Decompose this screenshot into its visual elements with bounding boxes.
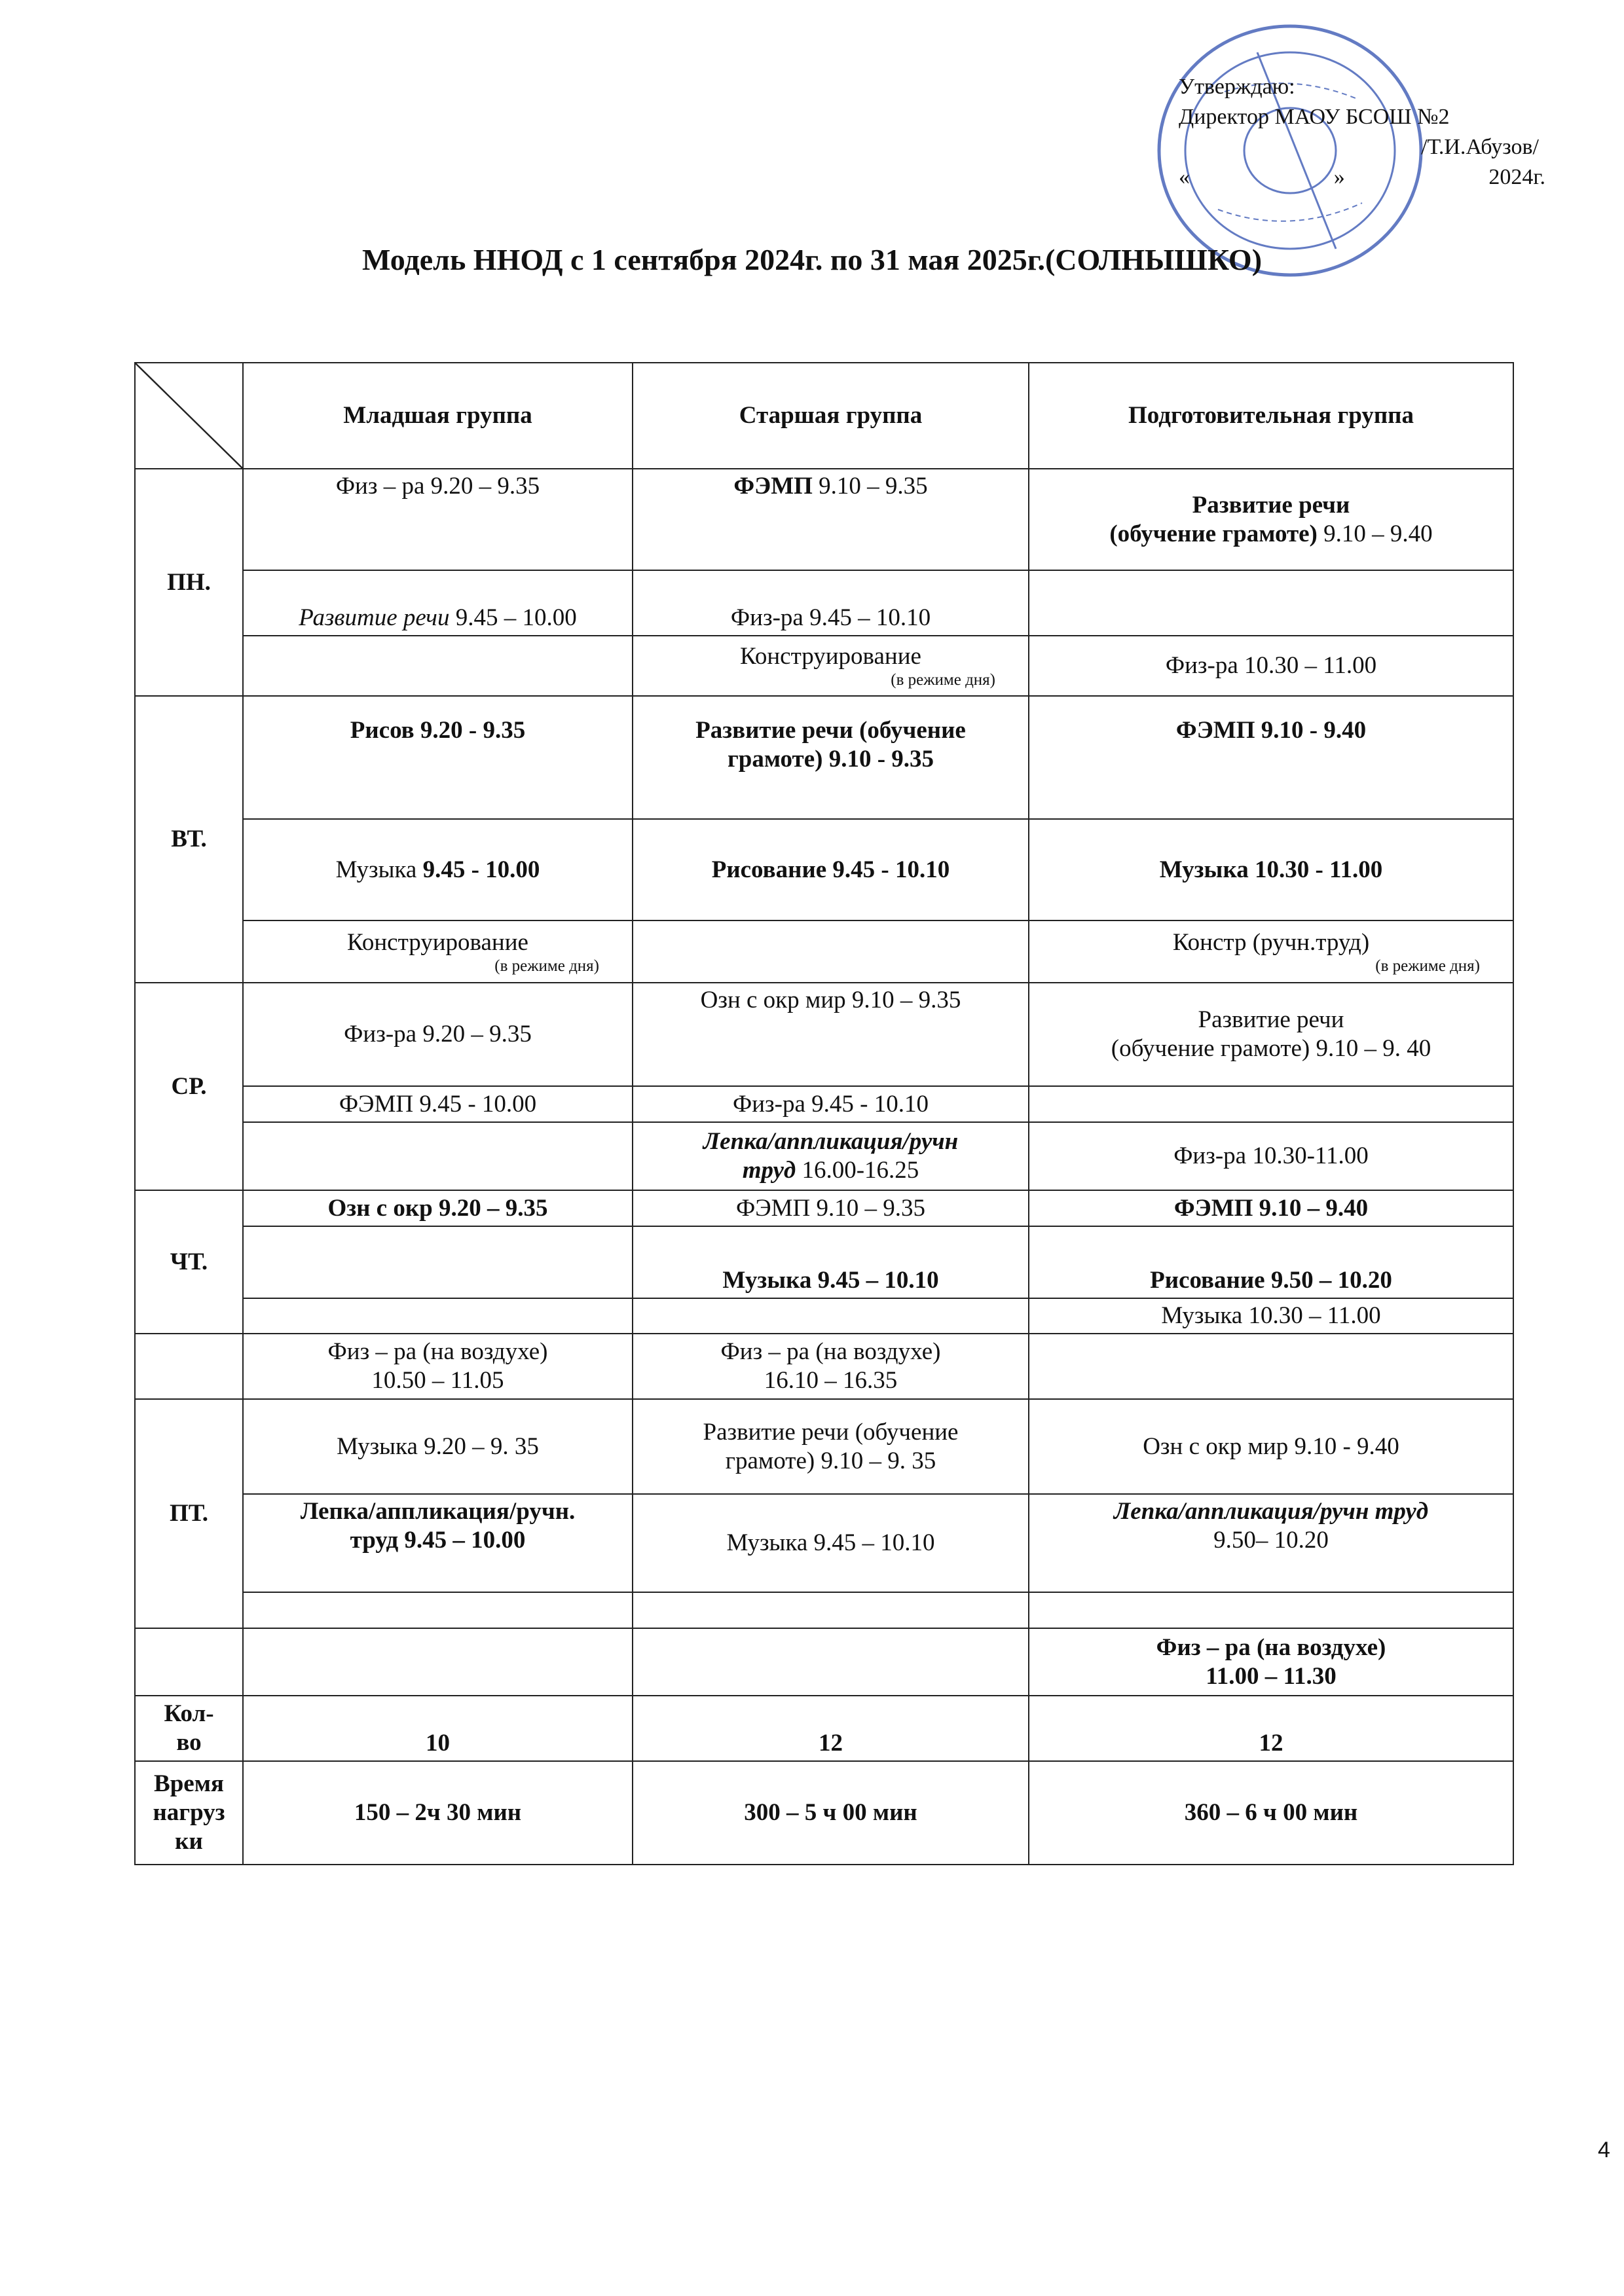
table-row — [135, 1226, 1513, 1298]
thu-prep-2: Рисование 9.50 – 10.20 — [1029, 1226, 1513, 1298]
line: труд 9.45 – 10.00 — [350, 1527, 526, 1554]
fri-senior-1 — [633, 1399, 1029, 1494]
day-wednesday: СР. — [135, 983, 243, 1190]
load-row — [135, 1761, 1513, 1865]
subject: (обучение грамоте) — [1109, 520, 1318, 547]
line — [640, 1156, 1022, 1185]
time: 9.45 - 10.00 — [422, 856, 540, 883]
tue-senior-1 — [633, 696, 1029, 819]
thu-junior-4 — [243, 1334, 633, 1399]
tue-senior-2: Рисование 9.45 - 10.10 — [633, 819, 1029, 920]
tue-prep-2: Музыка 10.30 - 11.00 — [1029, 819, 1513, 920]
line: Развитие речи (обучение — [695, 717, 966, 744]
fri-prep-1: Озн с окр мир 9.10 - 9.40 — [1029, 1399, 1513, 1494]
table-row — [135, 1628, 1513, 1696]
wed-junior-1: Физ-ра 9.20 – 9.35 — [243, 983, 633, 1086]
line: Физ – ра (на воздухе) — [1156, 1633, 1386, 1661]
mon-senior-1 — [633, 469, 1029, 570]
wed-prep-3: Физ-ра 10.30-11.00 — [1029, 1122, 1513, 1190]
tue-prep-1: ФЭМП 9.10 - 9.40 — [1029, 696, 1513, 819]
line: Констр (ручн.труд) — [1172, 928, 1370, 956]
tue-senior-3 — [633, 920, 1029, 983]
count-prep: 12 — [1029, 1696, 1513, 1761]
thu-prep-3: Музыка 10.30 – 11.00 — [1029, 1298, 1513, 1334]
date-year: 2024г. — [1488, 165, 1545, 189]
fri-junior-3 — [243, 1592, 633, 1628]
date-quote-mid: » — [1333, 165, 1345, 189]
thu-senior-2: Музыка 9.45 – 10.10 — [633, 1226, 1029, 1298]
note: (в режиме дня) — [891, 671, 995, 689]
wed-junior-3 — [243, 1122, 633, 1190]
header-preparatory-group: Подготовительная группа — [1029, 363, 1513, 469]
date-quote-open: « — [1179, 165, 1190, 189]
table-row — [135, 570, 1513, 636]
line: ки — [175, 1828, 203, 1855]
mon-prep-2 — [1029, 570, 1513, 636]
table-row — [135, 1122, 1513, 1190]
line: Время — [154, 1770, 224, 1797]
thu-junior-1: Озн с окр 9.20 – 9.35 — [243, 1190, 633, 1226]
table-row — [135, 1494, 1513, 1592]
wed-senior-3 — [633, 1122, 1029, 1190]
line: 9.50– 10.20 — [1213, 1527, 1329, 1554]
tue-junior-1: Рисов 9.20 - 9.35 — [243, 696, 633, 819]
mon-junior-3 — [243, 636, 633, 696]
fri-senior-2: Музыка 9.45 – 10.10 — [633, 1494, 1029, 1592]
table-row — [135, 983, 1513, 1086]
wed-senior-1: Озн с окр мир 9.10 – 9.35 — [633, 983, 1029, 1086]
approval-line-director: Директор МАОУ БСОШ №2 — [1179, 105, 1450, 129]
header-junior-group: Младшая группа — [243, 363, 633, 469]
time: 16.00-16.25 — [802, 1157, 919, 1184]
corner-diagonal-cell — [135, 363, 243, 469]
mon-senior-2: Физ-ра 9.45 – 10.10 — [633, 570, 1029, 636]
line: нагруз — [153, 1799, 225, 1826]
line: 10.50 – 11.05 — [371, 1367, 504, 1394]
subject: Развитие речи — [299, 604, 450, 631]
line: Физ – ра (на воздухе) — [327, 1338, 548, 1365]
header-senior-group: Старшая группа — [633, 363, 1029, 469]
line: Кол- — [164, 1700, 214, 1727]
day-monday: ПН. — [135, 469, 243, 696]
thu-senior-3 — [633, 1298, 1029, 1334]
subject: труд — [742, 1157, 796, 1184]
table-row — [135, 1190, 1513, 1226]
wed-junior-2: ФЭМП 9.45 - 10.00 — [243, 1086, 633, 1122]
fri-prep-4 — [1029, 1628, 1513, 1696]
line: (обучение грамоте) 9.10 – 9. 40 — [1111, 1035, 1431, 1062]
table-row — [135, 1592, 1513, 1628]
header-row — [135, 363, 1513, 469]
mon-senior-3 — [633, 636, 1029, 696]
note: (в режиме дня) — [1375, 957, 1480, 975]
subject: Музыка — [335, 856, 417, 883]
line: Развитие речи (обучение — [703, 1418, 959, 1446]
thu-junior-2 — [243, 1226, 633, 1298]
thu-junior-3 — [243, 1298, 633, 1334]
page-number: 4 — [1598, 2138, 1610, 2162]
line: во — [176, 1729, 202, 1756]
fri-junior-1 — [243, 1399, 633, 1494]
line: грамоте) 9.10 - 9.35 — [727, 746, 934, 773]
count-senior: 12 — [633, 1696, 1029, 1761]
time: 9.10 – 9.40 — [1323, 520, 1433, 547]
approval-line-name: /Т.И.Абузов/ — [1421, 135, 1539, 159]
approval-line-approve: Утверждаю: — [1179, 75, 1295, 99]
tue-prep-3 — [1029, 920, 1513, 983]
note: (в режиме дня) — [494, 957, 599, 975]
mon-junior-1: Физ – ра 9.20 – 9.35 — [243, 469, 633, 570]
line: Конструирование — [347, 928, 528, 956]
table-row — [135, 1399, 1513, 1494]
line: Лепка/аппликация/ручн. — [300, 1498, 576, 1525]
line: 16.10 – 16.35 — [764, 1367, 898, 1394]
line: Развитие речи — [1198, 1006, 1344, 1033]
line: 11.00 – 11.30 — [1206, 1662, 1337, 1690]
thu-day-blank — [135, 1334, 243, 1399]
fri-senior-4 — [633, 1628, 1029, 1696]
subject: ФЭМП — [733, 473, 813, 500]
line: Физ – ра (на воздухе) — [720, 1338, 941, 1365]
time: 9.45 – 10.00 — [455, 604, 577, 631]
load-label — [135, 1761, 243, 1865]
schedule-table — [134, 362, 1514, 1865]
load-junior: 150 – 2ч 30 мин — [243, 1761, 633, 1865]
tue-junior-2 — [243, 819, 633, 920]
thu-senior-4 — [633, 1334, 1029, 1399]
table-row — [135, 1086, 1513, 1122]
table-row — [135, 696, 1513, 819]
line: Лепка/аппликация/ручн — [703, 1128, 959, 1155]
mon-prep-1 — [1029, 469, 1513, 570]
wed-senior-2: Физ-ра 9.45 - 10.10 — [633, 1086, 1029, 1122]
table-row — [135, 819, 1513, 920]
wed-prep-1 — [1029, 983, 1513, 1086]
table-row — [135, 1298, 1513, 1334]
table-row — [135, 1334, 1513, 1399]
line: Развитие речи — [1192, 491, 1350, 519]
time: 9.10 – 9.35 — [819, 473, 928, 500]
approval-block — [1179, 72, 1545, 192]
line: Лепка/аппликация/ручн труд — [1113, 1498, 1429, 1525]
wed-prep-2 — [1029, 1086, 1513, 1122]
table-row — [135, 469, 1513, 570]
load-prep: 360 – 6 ч 00 мин — [1029, 1761, 1513, 1865]
day-thursday: ЧТ. — [135, 1190, 243, 1334]
count-junior: 10 — [243, 1696, 633, 1761]
tue-junior-3 — [243, 920, 633, 983]
diagonal-line — [136, 363, 242, 468]
count-label — [135, 1696, 243, 1761]
mon-junior-2 — [243, 570, 633, 636]
fri-senior-3 — [633, 1592, 1029, 1628]
thu-prep-1: ФЭМП 9.10 – 9.40 — [1029, 1190, 1513, 1226]
fri-junior-4 — [243, 1628, 633, 1696]
line: грамоте) 9.10 – 9. 35 — [725, 1447, 936, 1474]
mon-prep-3: Физ-ра 10.30 – 11.00 — [1029, 636, 1513, 696]
count-row — [135, 1696, 1513, 1761]
document-title: Модель ННОД с 1 сентября 2024г. по 31 мая 2025г.(СОЛНЫШКО) — [361, 243, 1263, 276]
line: Конструирование — [740, 643, 921, 670]
fri-prep-2 — [1029, 1494, 1513, 1592]
fri-day-blank — [135, 1628, 243, 1696]
table-row — [135, 636, 1513, 696]
table-row — [135, 920, 1513, 983]
approval-line-date — [1179, 162, 1545, 192]
day-tuesday: ВТ. — [135, 696, 243, 983]
thu-prep-4 — [1029, 1334, 1513, 1399]
fri-junior-2 — [243, 1494, 633, 1592]
thu-senior-1: ФЭМП 9.10 – 9.35 — [633, 1190, 1029, 1226]
fri-prep-3 — [1029, 1592, 1513, 1628]
line: Музыка 9.20 – 9. 35 — [337, 1432, 539, 1460]
load-senior: 300 – 5 ч 00 мин — [633, 1761, 1029, 1865]
day-friday: ПТ. — [135, 1399, 243, 1628]
line — [1036, 520, 1506, 549]
